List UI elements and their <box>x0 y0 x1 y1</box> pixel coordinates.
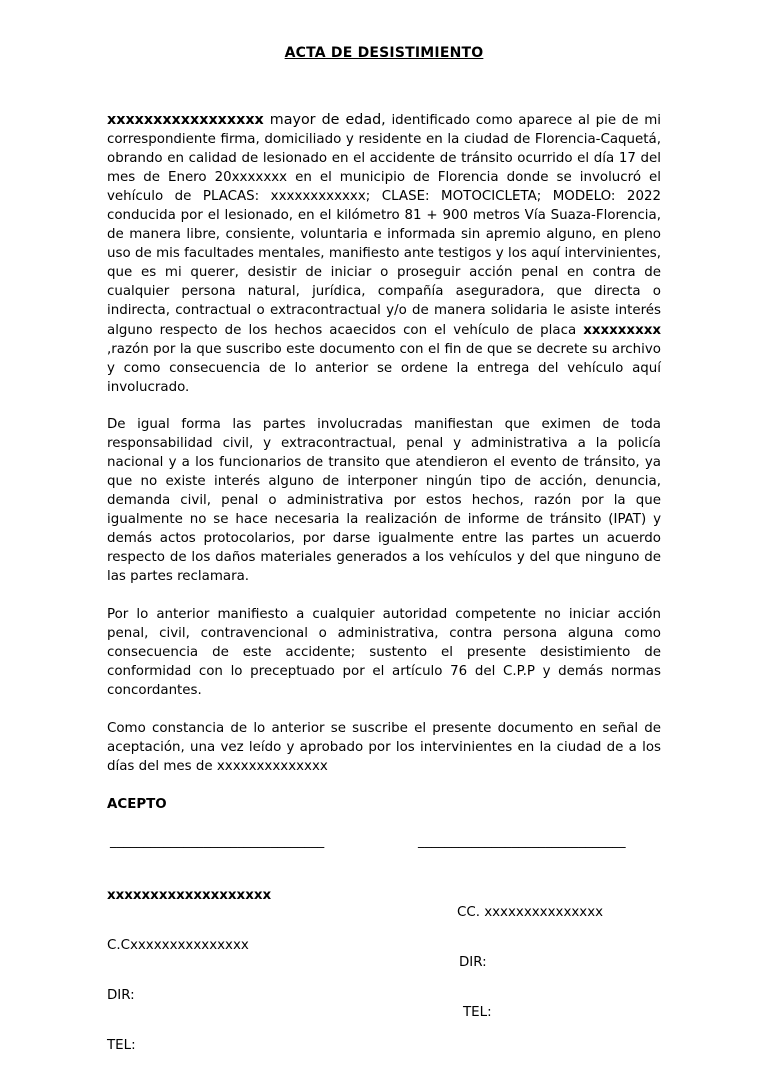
signer-tel: TEL: <box>107 1037 136 1053</box>
paragraph-declaration <box>107 111 661 397</box>
declaration-text-1: identificado como aparece al pie de mi correspondiente firma, domiciliado y residente en la ciudad de Florencia-Caquetá, obrando en calidad de lesionado en el accidente de tránsito ocurrido el día 17 del mes de Enero 20xxxxxxx en el municipio de Florencia donde se involucró el vehículo de PLACAS: xxxxxxxxxxxx; CLASE: MOTOCICLETA; MODELO: 2022 conducida por el lesionado, en el kilómetro 81 + 900 metros Vía Suaza-Florencia, de manera libre, consiente, voluntaria e informada sin apremio alguno, en pleno uso de mis facultades mentales, manifiesto ante testigos y los aquí intervinientes, que es mi querer, desistir de iniciar o proseguir acción penal en contra de cualquier persona natural, jurídica, compañía aseguradora, que directa o indirecta, contractual o extracontractual y/o de manera solidaria le asiste interés alguno respecto de los hechos acaecidos con el vehículo de placa <box>107 113 662 338</box>
signer-name: xxxxxxxxxxxxxxxxxxx <box>107 888 272 904</box>
signature-line-left: ________________________________ <box>110 834 325 849</box>
signer-cc: C.Cxxxxxxxxxxxxxxx <box>107 937 249 953</box>
witness-dir: DIR: <box>459 954 487 970</box>
declarant-name: xxxxxxxxxxxxxxxxx <box>107 112 264 128</box>
document-title: ACTA DE DESISTIMIENTO <box>284 45 484 61</box>
signature-line-right: _______________________________ <box>418 834 626 849</box>
signer-dir: DIR: <box>107 987 135 1003</box>
paragraph-manifest: Por lo anterior manifiesto a cualquier autoridad competente no iniciar acción penal, civil, contravencional o administrativa, contra persona alguna como consecuencia de este accidente; sustento el presente desistimiento de conformidad con lo preceptuado por el artículo 76 del C.P.P y demás normas concordantes. <box>107 607 661 699</box>
witness-cc: CC. xxxxxxxxxxxxxxx <box>457 905 604 921</box>
signature-block-right <box>457 872 603 1055</box>
witness-tel: TEL: <box>463 1004 492 1020</box>
age-clause: mayor de edad, <box>263 112 386 128</box>
declaration-text-2: ,razón por la que suscribo este documento con el fin de que se decrete su archivo y como consecuencia de lo anterior se ordene la entrega del vehículo aquí involucrado. <box>107 341 661 395</box>
signature-block-left <box>107 855 271 1087</box>
paragraph-constancy: Como constancia de lo anterior se suscribe el presente documento en señal de aceptación, una vez leído y aprobado por los intervinientes en la ciudad de a los días del mes de xxxxxxxxxxxxxx <box>107 721 661 775</box>
accept-heading: ACEPTO <box>107 797 167 812</box>
paragraph-exemption: De igual forma las partes involucradas manifiestan que eximen de toda responsabilidad civil, y extracontractual, penal y administrativa a la policía nacional y a los funcionarios de transito que atendieron el evento de tránsito, ya que no existe interés alguno de interponer ningún tipo de acción, denuncia, demanda civil, penal o administrativa por estos hechos, razón por la que igualmente no se hace necesaria la realización de informe de tránsito (IPAT) y demás actos protocolarios, por darse igualmente entre las partes un acuerdo respecto de los daños materiales generados a los vehículos y del que ninguno de las partes reclamara. <box>107 417 661 585</box>
vehicle-plate: xxxxxxxxx <box>583 322 661 338</box>
